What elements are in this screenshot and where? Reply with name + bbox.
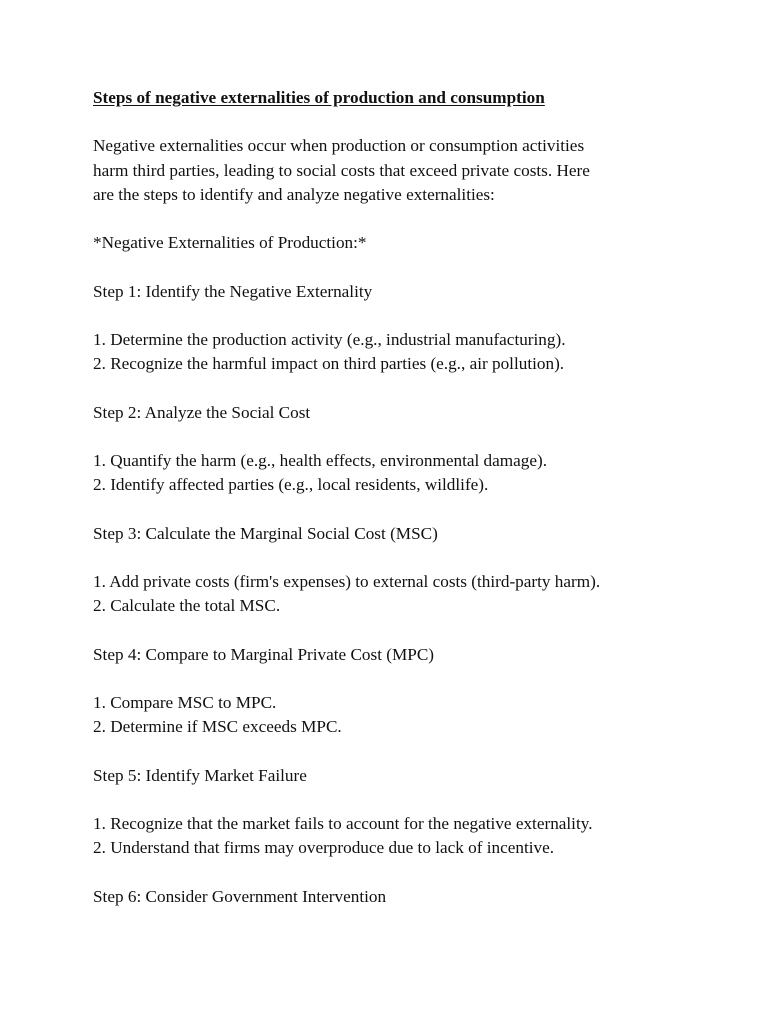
spacer bbox=[93, 667, 733, 691]
intro-line: Negative externalities occur when production or consumption activities bbox=[93, 136, 585, 156]
spacer bbox=[93, 376, 733, 400]
step-heading: Step 3: Calculate the Marginal Social Cost (MSC) bbox=[93, 523, 438, 543]
step-item: 1. Recognize that the market fails to account for the negative externality. bbox=[93, 813, 593, 833]
step-item: 2. Recognize the harmful impact on third parties (e.g., air pollution). bbox=[93, 354, 565, 374]
step-item: 1. Determine the production activity (e.g., industrial manufacturing). bbox=[93, 329, 566, 349]
step-item: 2. Understand that firms may overproduce due to lack of incentive. bbox=[93, 838, 555, 858]
step-item: 1. Quantify the harm (e.g., health effects, environmental damage). bbox=[93, 450, 548, 470]
step-heading: Step 2: Analyze the Social Cost bbox=[93, 402, 311, 422]
document-page bbox=[93, 86, 733, 909]
intro-paragraph bbox=[93, 134, 733, 207]
intro-line: harm third parties, leading to social costs that exceed private costs. Here bbox=[93, 160, 590, 180]
step-heading: Step 1: Identify the Negative Externality bbox=[93, 281, 373, 301]
spacer bbox=[93, 425, 733, 449]
step-item: 2. Identify affected parties (e.g., local residents, wildlife). bbox=[93, 475, 489, 495]
spacer bbox=[93, 255, 733, 279]
step-item: 1. Compare MSC to MPC. bbox=[93, 692, 277, 712]
step-item: 2. Calculate the total MSC. bbox=[93, 596, 281, 616]
spacer bbox=[93, 546, 733, 570]
spacer bbox=[93, 739, 733, 763]
step-item: 1. Add private costs (firm's expenses) to external costs (third-party harm). bbox=[93, 571, 601, 591]
step-heading: Step 4: Compare to Marginal Private Cost (MPC) bbox=[93, 644, 435, 664]
section-heading: *Negative Externalities of Production:* bbox=[93, 233, 367, 253]
step-heading: Step 5: Identify Market Failure bbox=[93, 765, 307, 785]
document-title: Steps of negative externalities of production and consumption bbox=[93, 88, 545, 107]
spacer bbox=[93, 788, 733, 812]
spacer bbox=[93, 110, 733, 134]
spacer bbox=[93, 497, 733, 521]
step-item: 2. Determine if MSC exceeds MPC. bbox=[93, 717, 342, 737]
spacer bbox=[93, 304, 733, 328]
intro-line: are the steps to identify and analyze negative externalities: bbox=[93, 184, 495, 204]
spacer bbox=[93, 207, 733, 231]
step-heading: Step 6: Consider Government Intervention bbox=[93, 886, 387, 906]
spacer bbox=[93, 618, 733, 642]
spacer bbox=[93, 860, 733, 884]
